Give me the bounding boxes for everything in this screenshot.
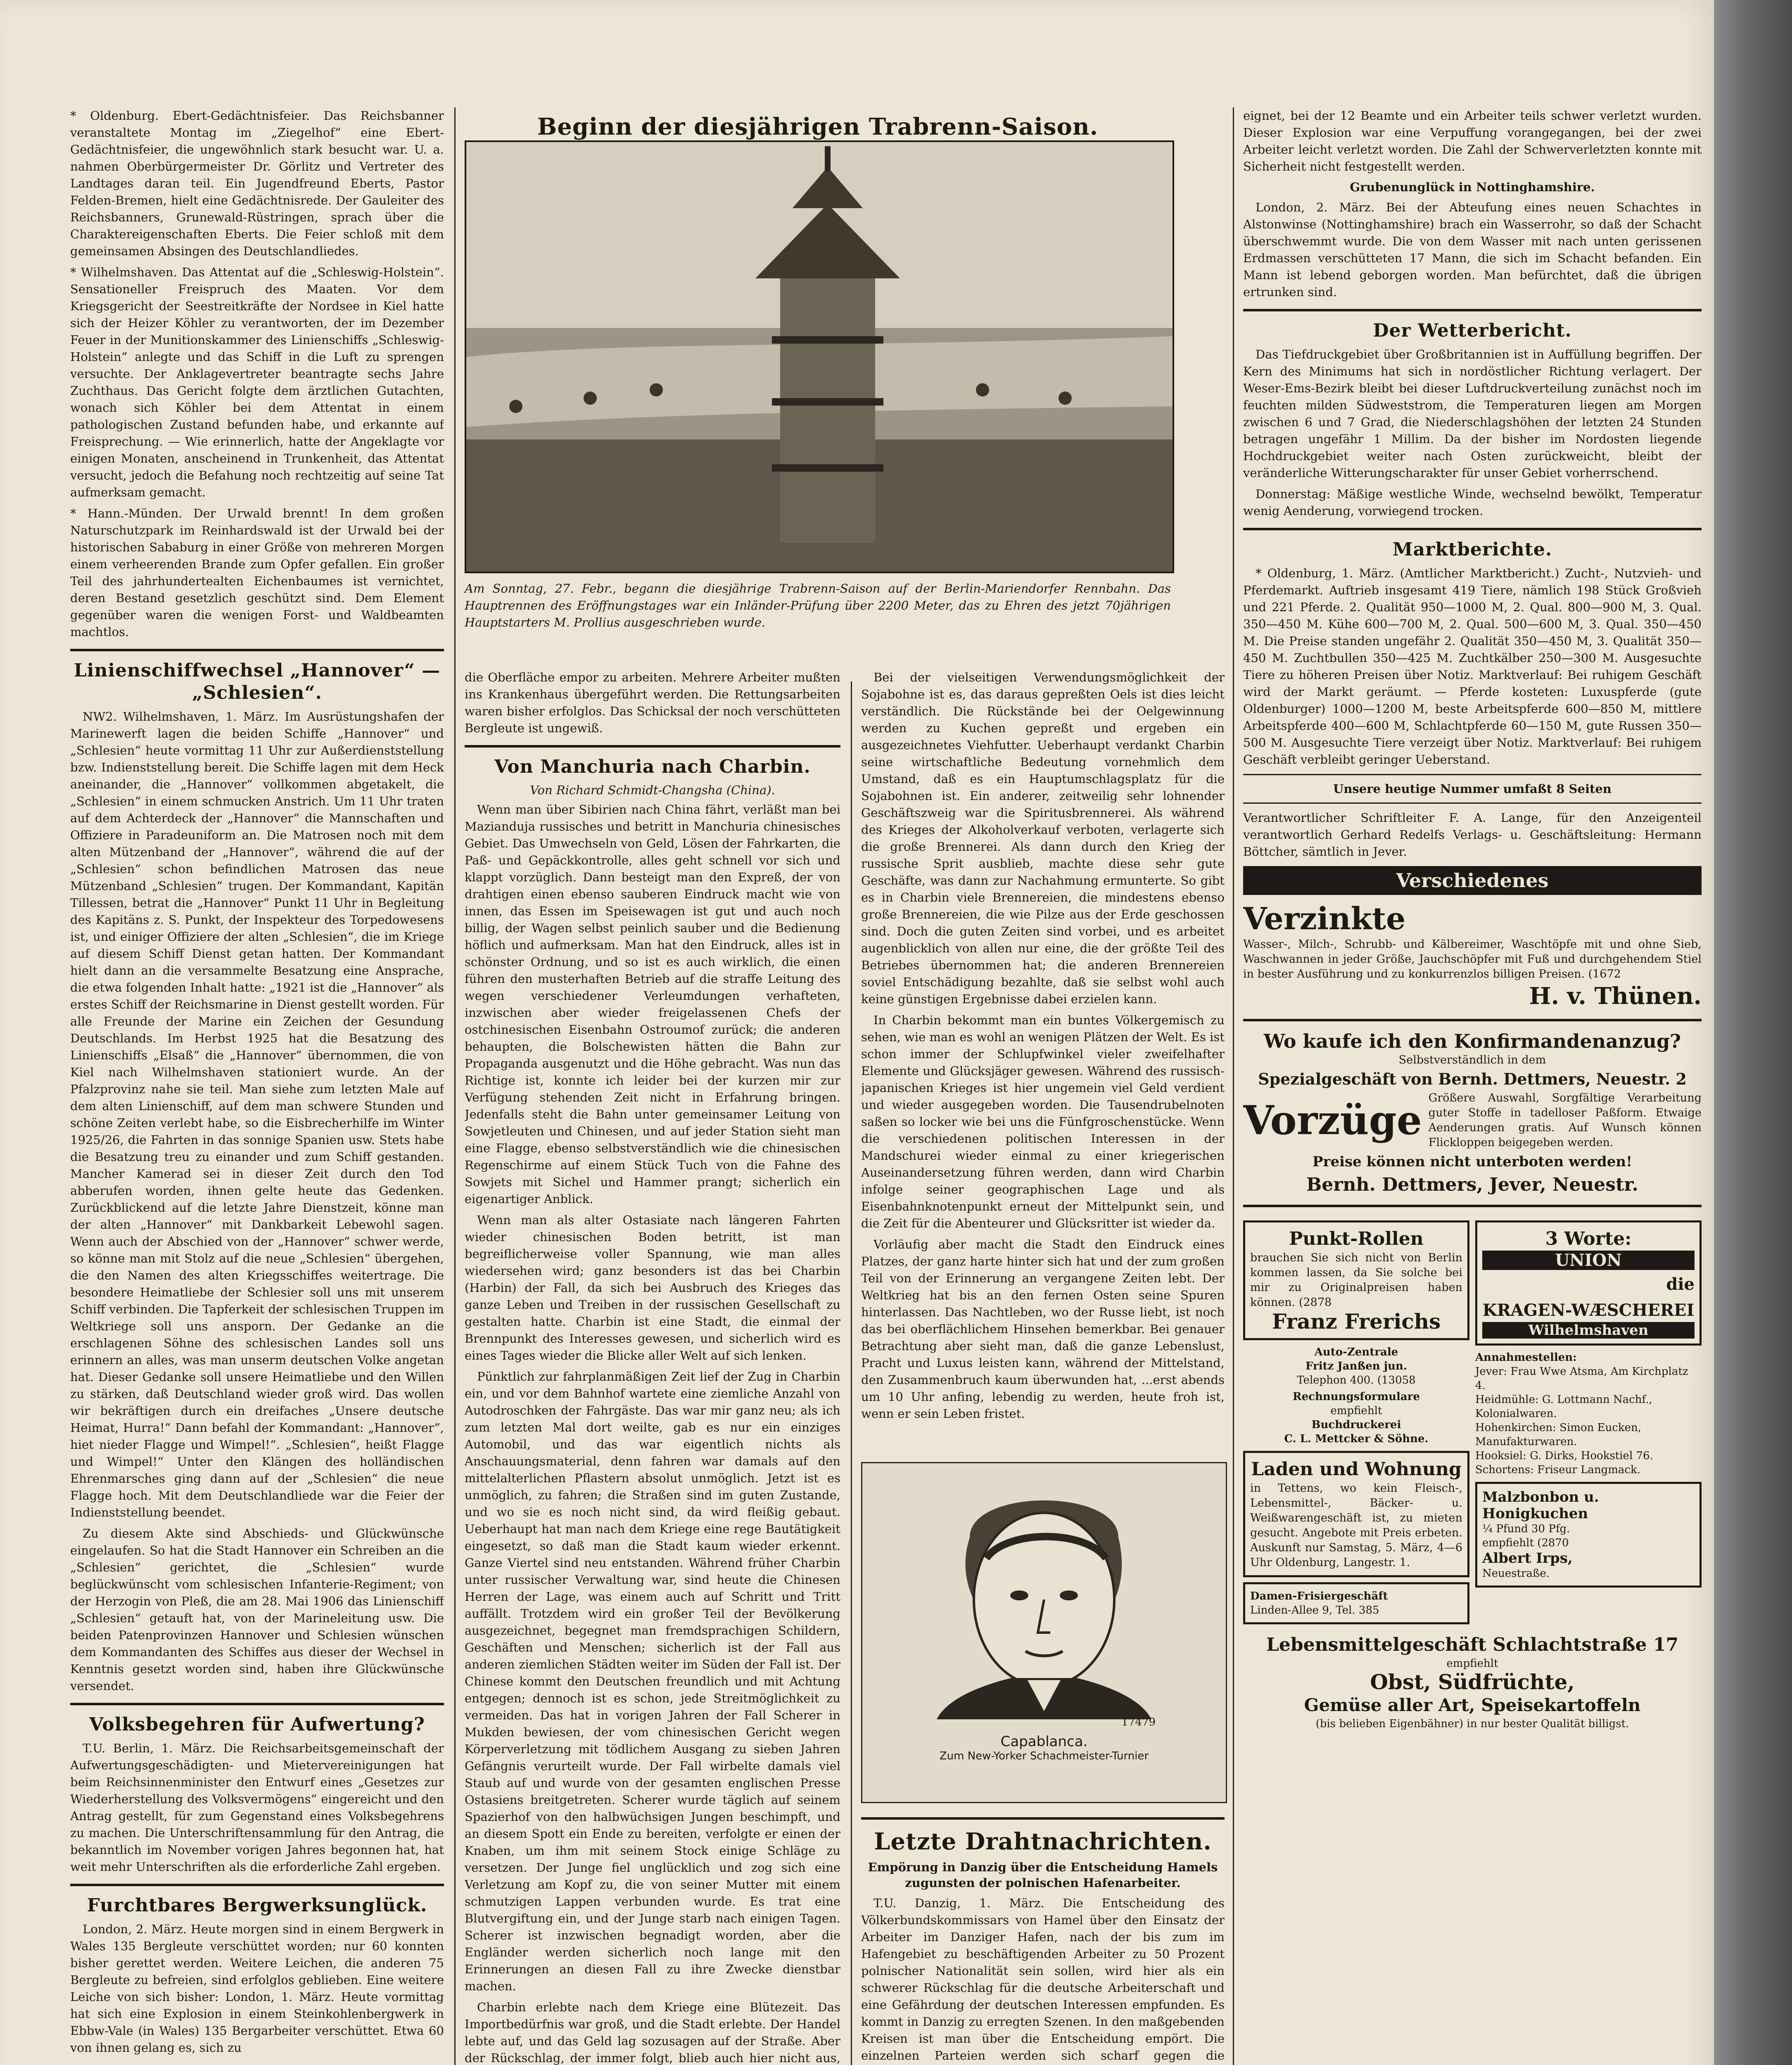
pages-note: Unsere heutige Nummer umfaßt 8 Seiten xyxy=(1333,782,1612,796)
divider xyxy=(1243,309,1702,311)
ad-title: Malzbonbon u. Honigkuchen xyxy=(1482,1489,1599,1522)
ad-city: Wilhelmshaven xyxy=(1482,1322,1695,1339)
ad-title: Auto-Zentrale xyxy=(1314,1346,1398,1358)
article-paragraph: eignet, bei der 12 Beamte und ein Arbeiter teils schwer verletzt wurden. Dieser Explosion war eine Verpuffung vorangegangen, bei der zwei Arbeiter leicht verletzt worden. Die Zahl der Schwerverletzten konnte mit Sicherheit nicht festgestellt werden. xyxy=(1243,109,1702,173)
divider xyxy=(70,649,444,651)
ad-tagline: Preise können nicht unterboten werden! xyxy=(1313,1154,1632,1170)
image-number: 17479 xyxy=(1121,1716,1156,1728)
ad-address: Linden-Allee 9, Tel. 385 xyxy=(1250,1604,1379,1616)
ad-firm: Bernh. Dettmers, Jever, Neuestr. xyxy=(1306,1174,1638,1195)
capablanca-portrait xyxy=(861,1462,1227,1803)
list-item: Schortens: Friseur Langmack. xyxy=(1475,1464,1640,1476)
article-paragraph: T.U. Danzig, 1. März. Die Entscheidung des Völkerbundskommissars von Hamel über den Einsatz der Arbeiter im Danziger Hafen, nach der bis zum im Hafengebiet zu beschäftigenden Arbeiter zu 50 Prozent polnischer Nationalität sein sollen, wird hier als ein schwerer Rückschlag für die deutsche Arbeiterschaft und eine Gefährdung der deutschen Interessen empfunden. Es kommt in Danzig zu erregten Szenen. In den maßgebenden Kreisen ist man über die Entscheidung empört. Die einzelnen Parteien werden sich scharf gegen die xyxy=(861,1896,1225,2063)
ad-title: Vorzüge xyxy=(1243,1097,1422,1144)
article-paragraph: Pünktlich zur fahrplanmäßigen Zeit lief der Zug in Charbin ein, und vor dem Bahnhof wartete eine ziemliche Anzahl von Autodroschken der Fahrgäste. Das war mir ganz neu; als ich zum letzten Mal dort weilte, gab es nur ein einziges Automobil, und das war eigentlich nichts als Anschauungsmaterial, denn fahren war damals auf den mittelalterlichen Pflastern absolut unmöglich. Jetzt ist es unmöglich, zu fahren; die Straßen sind im guten Zustande, und wo sie es noch nicht sind, da wird fleißig gebaut. Ueberhaupt hat man nach dem Kriege eine rege Bautätigkeit eingesetzt, so daß man die Stadt kaum wieder erkennt. Ganze Viertel sind neu entstanden. Während früher Charbin unter russischer Verwaltung war, sind heute die Chinesen Herren der Lage, was einem auch auf Schritt und Tritt auffällt. Trotzdem wird ein großer Teil der Bevölkerung ausgezeichnet, begegnet man fremdsprachigen Schildern, Geschäften und Menschen; sicherlich ist der Fall aus anderen ziemlichen Städten weiter im Süden der Fall ist. Der Chinese kommt den Deutschen freundlich und mit Achtung entgegen; dennoch ist es schon, jede Streitmöglichkeit zu vermeiden. Das hat in vorigen Jahren der Fall Scherer in Mukden bewiesen, der vom chinesischen Gericht wegen Körperverletzung mit tödlichem Ausgang zu sieben Jahren Gefängnis verurteilt wurde. Der Fall wirbelte damals viel Staub auf und wurde von der gesamten englischen Presse Ostasiens breitgetreten. Scherer wurde täglich auf seinem Spazierhof von den halbwüchsigen Jungen beschimpft, und an diesem Spott ein Ende zu bereiten, verfolgte er einen der Knaben, um ihm mit seinem Stock einige Schläge zu versetzen. Der Junge fiel unglücklich und zog sich eine Verletzung am Kopf zu, die von seiner Mutter mit einem schmutzigen Lappen verbunden wurde. Es trat eine Blutvergiftung ein, und der Junge starb nach einigen Tagen. Scherer ist inzwischen begnadigt worden, aber die Engländer werden sicherlich noch lange mit den Erinnerungen an diesen Fall zu ihre Zwecke dienstbar machen. xyxy=(465,1370,840,1993)
ad-title: Verzinkte xyxy=(1243,901,1406,937)
ad-title: Rechnungsformulare xyxy=(1292,1391,1420,1403)
union-logo: UNION xyxy=(1482,1251,1695,1270)
ad-title: Lebensmittelgeschäft Schlachtstraße 17 xyxy=(1266,1634,1679,1655)
ad-firm: Albert Irps, xyxy=(1482,1550,1573,1567)
divider xyxy=(1243,1205,1702,1207)
portrait-subcaption: Zum New-Yorker Schachmeister-Turnier xyxy=(939,1750,1149,1762)
article-paragraph: London, 2. März. Heute morgen sind in einem Bergwerk in Wales 135 Bergleute verschüttet worden; nur 60 konnten bisher gerettet werden. Weitere Leichen, die anderen 75 Bergleute zu befreien, sind erfolglos geblieben. Eine weitere Leiche von sich bisher: London, 1. März. Heute vormittag hat sich eine Explosion in einem Steinkohlenbergwerk in Ebbw-Vale (in Wales) 135 Bergarbeiter verschüttet. Etwa 60 von ihnen gelang es, sich zu xyxy=(70,1922,444,2055)
ad-text: Größere Auswahl, Sorgfältige Verarbeitung guter Stoffe in tadelloser Paßform. Etwaige Aenderungen gratis. Auf Wunsch können Flickloppen beigegeben werden. xyxy=(1428,1092,1702,1149)
ad-firm: Franz Frerichs xyxy=(1272,1309,1441,1334)
divider xyxy=(70,1703,444,1705)
ad-rechnungsformulare xyxy=(1243,1390,1469,1446)
divider xyxy=(465,745,840,748)
news-subhead: Grubenunglück in Nottinghamshire. xyxy=(1350,180,1595,194)
ad-text: brauchen Sie sich nicht von Berlin kommen lassen, da Sie solche bei mir zu Originalpreisen haben können. (2878 xyxy=(1250,1251,1462,1309)
ad-address: Neuestraße. xyxy=(1482,1567,1550,1580)
ad-union-kragen xyxy=(1475,1220,1702,1346)
article-paragraph: In Charbin bekommt man ein buntes Völkergemisch zu sehen, wie man es wohl an wenigen Plätzen der Welt. Es ist schon immer der Schlupfwinkel vieler zweifelhafter Elemente und Glücksjäger gewesen. Während des russisch-japanischen Krieges ist hier ungemein viel Geld verdient und wieder ausgegeben worden. Die Tausendrubelnoten saßen so locker wie bei uns die Fünfgroschenstücke. Wenn die verschiedenen politischen Interessen in der Mandschurei wieder einmal zu einer kriegerischen Auseinandersetzung führen werden, dann wird Charbin infolge seiner geographischen Lage und als Eisenbahnknotenpunkt erneut der Mittelpunkt sein, und die Zeit für die Abenteurer und Glücksritter ist wieder da. xyxy=(861,1013,1225,1230)
article-paragraph: Wenn man als alter Ostasiate nach längeren Fahrten wieder chinesischen Boden betritt, ist man begreiflicherweise voller Spannung, wie man alles wiedersehen wird; ganz besonders ist das bei Charbin (Harbin) der Fall, da sich bei Ausbruch des Krieges das ganze Leben und Treiben in der russischen Gesellschaft zu gestalten hatte. Charbin ist eine Stadt, die einmal der Brennpunkt des Interesses gewesen, und sicherlich wird es eines Tages wieder die Blicke aller Welt auf sich lenken. xyxy=(465,1213,840,1362)
column-rule xyxy=(851,681,852,2065)
article-paragraph: * Oldenburg, 1. März. (Amtlicher Marktbericht.) Zucht-, Nutzvieh- und Pferdemarkt. Auftrieb insgesamt 419 Tiere, nämlich 198 Stück Großvieh und 221 Pferde. 2. Qualität 950—1000 M, 2. Qual. 800—900 M, 3. Qual. 350—450 M. Kühe 600—700 M, 2. Qual. 500—600 M, 3. Qual. 350—450 M. Die Preise standen ungefähr 2. Qualität 350—450 M, 3. Qualität 350—450 M. Zuchtbullen 350—425 M. Zuchtkälber 250—300 M. Ausgesuchte Tiere zu höheren Preisen über Notiz. Marktverlauf: Bei ruhigem Geschäft wird der Markt geräumt. — Pferde kosteten: Luxuspferde (gute Oldenburger) 1000—1200 M, beste Arbeitspferde 600—850 M, mittlere Arbeitspferde 400—600 M, Schlachtpferde 60—150 M, gute Russen 350—500 M. Ausgesuchte Tiere verzeigt über Notiz. Marktverlauf: Bei ruhigem Geschäft verbleibt geringer Ueberstand. xyxy=(1243,566,1702,767)
news-headline: Letzte Drahtnachrichten. xyxy=(874,1828,1212,1855)
article-paragraph: Zu diesem Akte sind Abschieds- und Glückwünsche eingelaufen. So hat die Stadt Hannover ein Schreiben an die „Schlesien“ gerichtet, die „Schlesien“ wurde beglückwünscht vom schlesischen Infanterie-Regiment; von der Herzogin von Pleß, die am 28. Mai 1906 das Linienschiff „Schlesien“ getauft hat, von der Marineleitung usw. Die beiden Patenprovinzen Hannover und Schlesien wünschen dem Kommandanten des Schiffes aus dieser der Wechsel in Kenntnis gesetzt worden sind, haben ihre Glückwünsche versendet. xyxy=(70,1526,444,1693)
divider xyxy=(1243,1019,1702,1021)
column-1 xyxy=(70,107,444,2065)
article-paragraph: T.U. Berlin, 1. März. Die Reichsarbeitsgemeinschaft der Aufwertungsgeschädigten- und Mietervereinigungen hat beim Reichsinnenminister den Entwurf eines „Gesetzes zur Wiederherstellung des Volksvermögens“ eingereicht und den Antrag gestellt, für zum Gegenstand eines Volksbegehrens zu machen. Die Unterschriftensammlung für den Antrag, die bekanntlich im November vorigen Jahres begonnen hat, hat weit mehr Unterschriften als die erforderliche Zahl ergeben. xyxy=(70,1741,444,1874)
divider xyxy=(1243,528,1702,530)
column-rule xyxy=(1233,107,1234,2065)
portrait-caption: Capablanca. xyxy=(1000,1733,1088,1750)
article-paragraph: London, 2. März. Bei der Abteufung eines neuen Schachtes in Alstonwinse (Nottinghamshire) brach ein Wasserrohr, so daß der Schacht überschwemmt wurde. Die von dem Wasser mit nach unten gerissenen Erdmassen verschütteten 17 Mann, die sich im Schacht befanden. Ein Mann ist lebend geborgen worden. Man befürchtet, daß die übrigen ertrunken sind. xyxy=(1243,200,1702,299)
ad-title: 3 Worte: xyxy=(1545,1228,1632,1249)
ad-text: Wasser-, Milch-, Schrubb- und Kälbereimer, Waschtöpfe mit und ohne Sieb, Waschwannen in jeder Größe, Jauchschöpfer mit Fuß und durchgehendem Stiel in bester Ausführung und zu konkurrenzlos billigen Preisen. (1672 xyxy=(1243,938,1702,980)
ad-punkt-rollen xyxy=(1243,1220,1469,1340)
ad-word: die xyxy=(1666,1275,1695,1294)
column-rule xyxy=(454,107,456,2065)
list-item: Heidmühle: G. Lottmann Nachf., Kolonialwaren. xyxy=(1475,1393,1652,1420)
article-paragraph: Vorläufig aber macht die Stadt den Eindruck eines Platzes, der ganz harte hinter sich hat und der zum großen Teil von der Erinnerung an vergangene Zeiten lebt. Der Weltkrieg hat bis an den fernen Osten seine Spuren hinterlassen. Das Nachtleben, wo der Russe liebt, ist noch das bei oberflächlichem Hinsehen bemerkbar. Bei genauer Betrachtung aber sieht man, daß die ganze Lebenslust, Pracht und Luxus leisten kann, während der Mittelstand, den Zusammenbruch kaum überwunden hat, ...erst abends um 10 Uhr anfing, lebendig zu werden, heute froh ist, wenn er sein Leben fristet. xyxy=(861,1237,1225,1421)
news-subhead: Empörung in Danzig über die Entscheidung Hamels zugunsten der polnischen Hafenarbeiter. xyxy=(868,1860,1218,1890)
article-headline: Von Manchuria nach Charbin. xyxy=(494,756,811,777)
divider xyxy=(1243,774,1702,775)
ad-auto-zentrale xyxy=(1243,1345,1469,1387)
page-edge xyxy=(1714,0,1792,2065)
divider xyxy=(1243,802,1702,804)
photo-caption: Am Sonntag, 27. Febr., begann die diesjährige Trabrenn-Saison auf der Berlin-Mariendorfer Rennbahn. Das Hauptrennen des Eröffnungstages war ein Inländer-Prüfung über 2200 Meter, das zu Ehren des jetzt 70jährigen Hauptstarters M. Prollius ausgeschrieben wurde. xyxy=(465,582,1171,629)
ad-sub: empfiehlt (2870 xyxy=(1482,1537,1569,1549)
ad-lebensmittel xyxy=(1243,1633,1702,1731)
ad-konfirmanden xyxy=(1243,1030,1702,1196)
ad-malzbonbon xyxy=(1475,1482,1702,1588)
ad-title: Laden und Wohnung xyxy=(1251,1459,1462,1480)
article-paragraph: Bei der vielseitigen Verwendungsmöglichkeit der Sojabohne ist es, das daraus gepreßten Oels ist dies leicht verständlich. Die Rückstände bei der Oelgewinnung werden zu Kuchen gepreßt und ergeben ein ausgezeichnetes Viehfutter. Ueberhaupt verdankt Charbin seine wirtschaftliche Bedeutung vornehmlich dem Umstand, daß es ein Hauptumschlagsplatz für die Sojabohnen ist. Ein anderer, zeitweilig sehr lohnender Geschäftszweig war die Spiritusbrennerei. Als während des Krieges der Alkoholverkauf verboten, verlagerte sich die große Brennerei. Als dann durch den Krieg der russische Sprit ausblieb, machte diese sehr gute Geschäfte, was dann zur Nachahmung ermunterte. So gibt es in Charbin viele Brennereien, die mindestens ebenso große Brennereien, die wie Pilze aus der Erde geschossen sind. Doch die guten Zeiten sind vorbei, und es arbeitet augenblicklich von allen nur eine, die der größte Teil des Betriebes übernommen hat; die anderen Brennereien soviel Entschädigung bezahlte, daß sie selbst wohl auch keine günstigen Ergebnisse dabei erzielen kann. xyxy=(861,670,1225,1006)
article-headline: Volksbegehren für Aufwertung? xyxy=(89,1714,425,1735)
ad-headline: Wo kaufe ich den Konfirmandenanzug? xyxy=(1263,1030,1681,1052)
ad-laden-wohnung xyxy=(1243,1451,1469,1577)
ad-title: Damen-Frisiergeschäft xyxy=(1250,1590,1388,1602)
ad-firm: KRAGEN-WÆSCHEREI xyxy=(1482,1301,1695,1320)
column-3-news xyxy=(861,1809,1225,2065)
imprint: Verantwortlicher Schriftleiter F. A. Lange, für den Anzeigenteil verantwortlich Gerhard Redelfs Verlags- u. Geschäftsleitung: Hermann Böttcher, sämtlich in Jever. xyxy=(1243,811,1702,859)
ad-shop: Spezialgeschäft von Bernh. Dettmers, Neuestr. 2 xyxy=(1258,1070,1687,1088)
ad-title: Punkt-Rollen xyxy=(1289,1228,1424,1249)
article-headline: Furchtbares Bergwerksunglück. xyxy=(87,1895,427,1916)
article-paragraph: die Oberfläche empor zu arbeiten. Mehrere Arbeiter mußten ins Krankenhaus übergeführt werden. Die Rettungsarbeiten waren bisher erfolglos. Das Schicksal der noch verschütteten Bergleute ist ungewiß. xyxy=(465,670,840,735)
ad-verzinkte xyxy=(1243,901,1702,1011)
list-item: Hooksiel: G. Dirks, Hookstiel 76. xyxy=(1475,1450,1653,1462)
photo-headline: Beginn der diesjährigen Trabrenn-Saison. xyxy=(537,113,1099,140)
article-paragraph: Charbin erlebte nach dem Kriege eine Blütezeit. Das Importbedürfnis war groß, und die Stadt erlebte. Der Handel lebte auf, und das Geld lag sozusagen auf der Straße. Aber der Rückschlag, der immer folgt, blieb auch hier nicht aus, xyxy=(465,2000,840,2065)
ad-price: ¼ Pfund 30 Pfg. xyxy=(1482,1523,1570,1535)
ad-damen-frisier xyxy=(1243,1582,1469,1624)
ad-line: Gemüse aller Art, Speisekartoffeln xyxy=(1304,1695,1641,1715)
article-headline: Linienschiffwechsel „Hannover“ — „Schlesien“. xyxy=(74,660,441,703)
ad-line: Obst, Südfrüchte, xyxy=(1370,1670,1575,1694)
article-paragraph: * Oldenburg. Ebert-Gedächtnisfeier. Das Reichsbanner veranstaltete Montag im „Ziegelhof“ eine Ebert-Gedächtnisfeier, die ungewöhnlich stark besucht war. U. a. nahmen Oberbürgermeister Dr. Görlitz und Vertreter des Landtages daran teil. Ein Jugendfreund Eberts, Pastor Felden-Bremen, hielt eine Gedächtnisrede. Der Gauleiter des Reichsbanners, Grunewald-Rüstringen, sprach über die Charaktereigenschaften Eberts. Die Feier schloß mit dem gemeinsamen Absingen des Deutschlandliedes. xyxy=(70,109,444,258)
ad-phone: Telephon 400. (13058 xyxy=(1297,1374,1416,1386)
column-4 xyxy=(1243,107,1702,2065)
weather-headline: Der Wetterbericht. xyxy=(1373,320,1572,341)
article-paragraph: Das Tiefdruckgebiet über Großbritannien ist in Auffüllung begriffen. Der Kern des Minimums hat sich in nordöstlicher Richtung verlagert. Der Weser-Ems-Bezirk bleibt bei dieser Luftdruckverteilung zunächst noch im feuchten milden Südweststrom, die Temperaturen liegen am Morgen zwischen 6 und 7 Grad, die Niederschlagshöhen der letzten 24 Stunden betragen ungefähr 1 Millim. Da der bisher im Nordosten liegende Hochdruckgebiet weiter nach Osten zurückweicht, bleibt der veränderliche Witterungscharakter für unser Gebiet vorherrschend. xyxy=(1243,347,1702,480)
ad-sub: Selbstverständlich in dem xyxy=(1398,1054,1546,1066)
ad-firm: Buchdruckerei xyxy=(1311,1419,1401,1431)
ad-note: (bis belieben Eigenbähner) in nur bester Qualität billigst. xyxy=(1315,1718,1629,1730)
ad-sub: empfiehlt xyxy=(1446,1657,1498,1670)
ad-firm: Fritz Janßen jun. xyxy=(1305,1360,1407,1372)
weather-forecast: Donnerstag: Mäßige westliche Winde, wechselnd bewölkt, Temperatur wenig Aenderung, vorwiegend trocken. xyxy=(1243,487,1702,518)
divider xyxy=(861,1817,1225,1820)
article-byline: Von Richard Schmidt-Changsha (China). xyxy=(530,783,775,797)
column-3 xyxy=(861,669,1225,1454)
ad-sub: empfiehlt xyxy=(1330,1405,1382,1417)
article-paragraph: NW2. Wilhelmshaven, 1. März. Im Ausrüstungshafen der Marinewerft lagen die beiden Schiffe „Hannover“ und „Schlesien“ heute vormittag 11 Uhr zur Außerdienststellung bzw. Indienststellung bereit. Die Schiffe lagen mit dem Heck aneinander, die „Hannover“ vollkommen abgetakelt, die „Schlesien“ in einem schmucken Anstrich. Um 11 Uhr traten auf dem Achterdeck der „Hannover“ die Mannschaften und Offiziere in Paradeuniform an. Die Matrosen noch mit dem alten Mützenband der „Hannover“, während die auf der „Schlesien“ schon befindlichen Matrosen das neue Mützenband „Schlesien“ trugen. Der Kommandant, Kapitän Tillessen, betrat die „Hannover“ Punkt 11 Uhr in Begleitung des Kapitäns z. S. Punkt, der Inspekteur des Torpedowesens ist, und einiger Offiziere der alten „Schlesien“, die im Kriege auf diesem Schiff Dienst getan hatten. Der Kommandant hielt dann an die versammelte Besatzung eine Ansprache, die etwa folgenden Inhalt hatte: „1921 ist die „Hannover“ als erstes Schiff der Reichsmarine in Dienst gestellt worden. Für alle Freunde der Marine ein Zeichen der Gesundung Deutschlands. Im Herbst 1925 hat die Besatzung des Linienschiffs „Elsaß“ die „Hannover“ übernommen, die von Kiel nach Wilhelmshaven stationiert wurde. An der Pfalzprovinz nahe sie teil. Man siehe zum letzten Male auf dem alten Linienschiff, auf dem man schwere Stunden und schöne Zeiten verlebt habe, so die Eisbrecherhilfe im Winter 1925/26, die Fahrten in das sonnige Spanien usw. Stets habe die Besatzung treu zu einander und zum Schiff gestanden. Mancher Kamerad sei in dieser Zeit durch den Tod abberufen worden, ihnen gelte heute das Gedenken. Zurückblickend auf die letzte Jahre Dienstzeit, könne man der alten „Hannover“ mit Dankbarkeit Lebewohl sagen. Wenn auch der Abschied von der „Hannover“ schwer werde, so könne man mit Stolz auf die neue „Schlesien“ übergehen, die den Namen des alten Kriegsschiffes weitertrage. Die besondere Heimatliebe der Schlesier soll uns mit unserem Schiff verbinden. Die Tapferkeit der schlesischen Truppen im Weltkriege soll uns ansporn. Der Gedanke an die erschlagenen Söhne des schlesischen Landes soll uns erinnern an alles, was man unserm deutschen Volke angetan hat. Dieser Gedanke soll unsere Heimatliebe und den Willen zu stärken, daß Deutschland wieder groß wird. Das wollen wir bekräftigen durch ein dreifaches „Unsere deutsche Heimat, Hurra!“ Dann befahl der Kommandant: „Hannover“, hiet nieder Flagge und Wimpel!“. „Schlesien“, heißt Flagge und Wimpel!“ Unter den Klängen des holländischen Ehrenmarsches ging dann auf der „Schlesien“ die neue Flagge hoch. Mit dem Deutschlandliede war die Feier der Indienststellung beendet. xyxy=(70,710,444,1519)
ad-text: in Tettens, wo kein Fleisch-, Lebensmittel-, Bäcker- u. Weißwarengeschäft ist, zu mieten gesucht. Angebote mit Preis erbeten. Auskunft nur Samstag, 5. März, 4—6 Uhr Oldenburg, Langestr. 1. xyxy=(1250,1482,1462,1569)
list-item: Jever: Frau Wwe Atsma, Am Kirchplatz 4. xyxy=(1475,1365,1688,1392)
classified-banner: Verschiedenes xyxy=(1243,866,1702,895)
race-photo xyxy=(465,140,1174,573)
market-headline: Marktberichte. xyxy=(1392,539,1552,560)
ad-firm-name: C. L. Mettcker & Söhne. xyxy=(1284,1433,1429,1445)
ad-annahmestellen xyxy=(1475,1351,1702,1477)
ad-title: Annahmestellen: xyxy=(1475,1351,1577,1364)
article-paragraph: * Hann.-Münden. Der Urwald brennt! In dem großen Naturschutzpark im Reinhardswald ist der Urwald bei der historischen Sababurg in einer Größe von mehreren Morgen einem verheerenden Brande zum Opfer gefallen. Ein großer Teil des jahrhundertealten Eichenbaumes ist vernichtet, deren Bestand gesetzlich geschützt sind. Dem Element gegenüber waren die wenigen Forst- und Waldbeamten machtlos. xyxy=(70,506,444,639)
article-paragraph: * Wilhelmshaven. Das Attentat auf die „Schleswig-Holstein“. Sensationeller Freispruch des Maaten. Vor dem Kriegsgericht der Seestreitkräfte der Nordsee in Kiel hatte sich der Heizer Köhler zu verantworten, der im Dezember Feuer in der Munitionskammer des Linienschiffs „Schleswig-Holstein“ anlegte und das Schiff in die Luft zu sprengen versuchte. Der Anklagevertreter beantragte sechs Jahre Zuchthaus. Das Gericht folgte dem ärztlichen Gutachten, wonach sich Köhler bei dem Attentat in einem pathologischen Zustand befunden habe, und erkannte auf Freisprechung. — Wie erinnerlich, hatte der Angeklagte vor einigen Monaten, anscheinend in Trunkenheit, das Attentat versucht, jedoch die Befahung noch rechtzeitig auf seine Tat aufmerksam gemacht. xyxy=(70,265,444,499)
article-paragraph: Wenn man über Sibirien nach China fährt, verläßt man bei Mazianduja russisches und betritt in Manchuria chinesisches Gebiet. Das Umwechseln von Geld, Lösen der Fahrkarten, die Paß- und Gepäckkontrolle, alles geht schnell vor sich und klappt vorzüglich. Dann besteigt man den Expreß, der von drahtigen einen ebenso sauberen Eindruck macht wie von innen, das Essen im Speisewagen ist gut und auch noch billig, der Wagen selbst peinlich sauber und die Bedienung höflich und aufmerksam. Man hat den Eindruck, alles ist in schönster Ordnung, und so ist es auch wirklich, die einen führen den musterhaften Betrieb auf die straffe Leitung des wegen verschiedener Verleumdungen verhafteten, inzwischen aber wieder freigelassenen Chefs der ostchinesischen Eisenbahn Ostroumof zurück; die anderen behaupten, die Bolschewisten hätten die Bahn zur Propaganda ausgenutzt und die Höhe gebracht. Was nun das Richtige ist, konnte ich leider bei der kurzen mir zur Verfügung stehenden Zeit nicht in Erfahrung bringen. Jedenfalls steht die Bahn unter gemeinsamer Leitung von Sowjetleuten und Chinesen, und auf jeder Station sieht man eine Flagge, ebenso selbstverständlich wie die chinesischen Regenschirme auf einem Stück Tuch von die Fahne des Sowjets mit Sichel und Hammer prangt; sicherlich ein eigenartiger Anblick. xyxy=(465,802,840,1206)
divider xyxy=(70,1884,444,1886)
ad-firm: H. v. Thünen. xyxy=(1529,983,1702,1010)
list-item: Hohenkirchen: Simon Eucken, Manufakturwaren. xyxy=(1475,1422,1642,1448)
column-2 xyxy=(465,669,840,2065)
